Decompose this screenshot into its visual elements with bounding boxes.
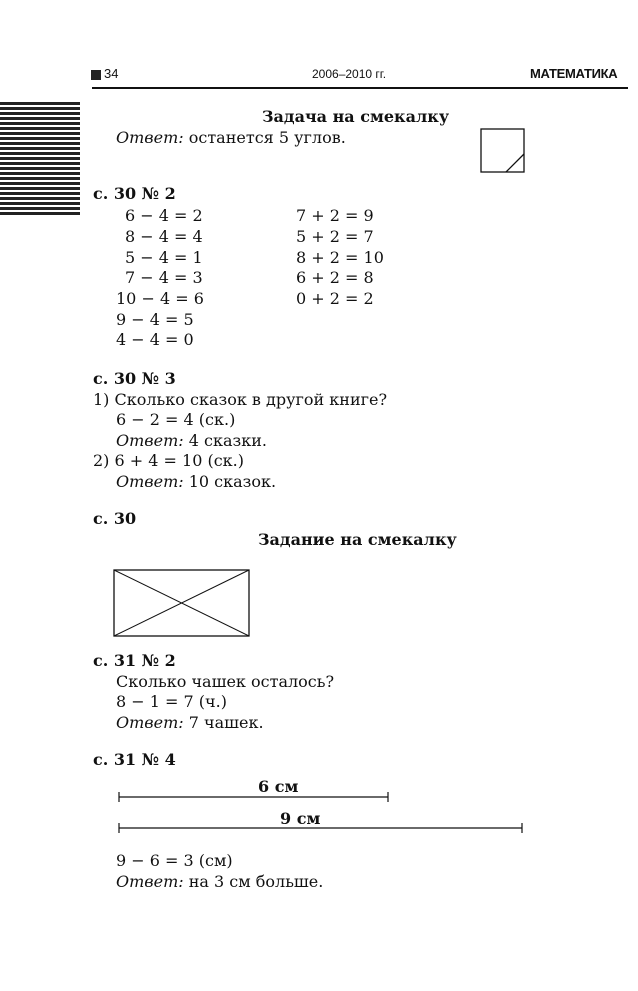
segment-9cm — [118, 822, 524, 834]
section-heading: с. 30 № 3 — [93, 369, 176, 388]
equation: 7 + 2 = 9 — [296, 206, 374, 225]
header-years: 2006–2010 гг. — [312, 67, 387, 81]
section-title: Задача на смекалку — [262, 107, 450, 126]
square-corner-figure — [480, 128, 526, 174]
answer-line — [116, 872, 323, 892]
header-divider — [92, 87, 628, 89]
equation: 0 + 2 = 2 — [296, 289, 374, 308]
answer-label: Ответ: — [116, 128, 184, 147]
calculation: 2) 6 + 4 = 10 (ск.) — [93, 451, 244, 470]
segment-label: 6 см — [258, 777, 299, 796]
answer-text: на 3 см больше. — [183, 872, 324, 891]
question: Сколько чашек осталось? — [116, 672, 335, 691]
segment-6cm — [118, 791, 390, 803]
equation: 9 − 4 = 5 — [116, 310, 194, 329]
equation: 5 + 2 = 7 — [296, 227, 374, 246]
section-title: Задание на смекалку — [258, 530, 457, 549]
answer-label: Ответ: — [116, 713, 184, 732]
header-subject: МАТЕМАТИКА — [530, 66, 618, 81]
section-heading: с. 31 № 2 — [93, 651, 176, 670]
equation: 7 − 4 = 3 — [125, 268, 203, 287]
equation: 8 − 4 = 4 — [125, 227, 203, 246]
answer-label: Ответ: — [116, 872, 184, 891]
calculation: 6 − 2 = 4 (ск.) — [116, 410, 236, 429]
answer-text: 4 сказки. — [183, 431, 267, 450]
answer-label: Ответ: — [116, 472, 184, 491]
equation: 4 − 4 = 0 — [116, 330, 194, 349]
answer-line — [116, 431, 267, 451]
equation: 6 − 4 = 2 — [125, 206, 203, 225]
segment-label: 9 см — [280, 809, 321, 828]
page-marker-square — [91, 70, 101, 80]
section-heading: с. 30 — [93, 509, 137, 528]
section-heading: с. 30 № 2 — [93, 184, 176, 203]
equation: 6 + 2 = 8 — [296, 268, 374, 287]
answer-line — [116, 713, 264, 733]
equation: 8 + 2 = 10 — [296, 248, 384, 267]
equation: 5 − 4 = 1 — [125, 248, 203, 267]
answer-text: 10 сказок. — [183, 472, 277, 491]
question: 1) Сколько сказок в другой книге? — [93, 390, 388, 409]
answer-text: 7 чашек. — [183, 713, 264, 732]
answer-line — [116, 472, 276, 492]
answer-text: останется 5 углов. — [183, 128, 346, 147]
calculation: 9 − 6 = 3 (см) — [116, 851, 233, 870]
answer-line — [116, 128, 346, 148]
decorative-stripes — [0, 102, 80, 216]
page-number: 34 — [104, 66, 119, 81]
calculation: 8 − 1 = 7 (ч.) — [116, 692, 227, 711]
rectangle-diagonals-figure — [113, 569, 251, 639]
answer-label: Ответ: — [116, 431, 184, 450]
section-heading: с. 31 № 4 — [93, 750, 176, 769]
equation: 10 − 4 = 6 — [116, 289, 204, 308]
